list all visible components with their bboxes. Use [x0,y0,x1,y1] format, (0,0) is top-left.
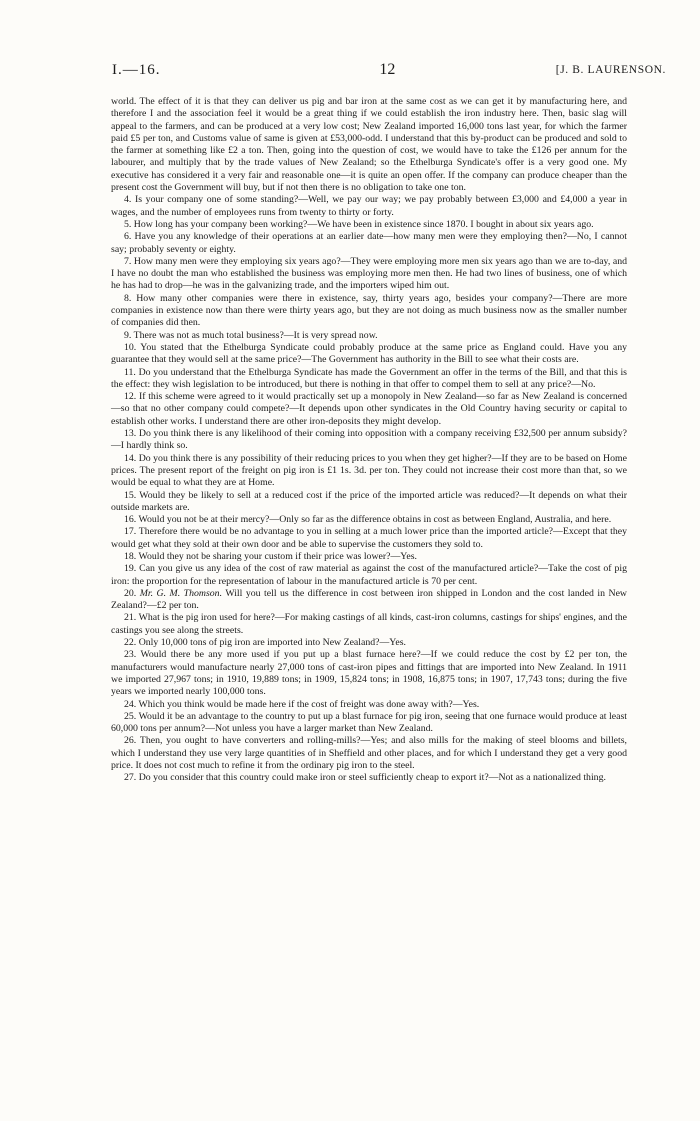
paragraph: 10. You stated that the Ethelburga Syndicate could probably produce at the same price as England could. Have you any guarantee that they would sell at the same price?—The Government has authority in the Bill to see what their costs are. [111,341,627,366]
paragraph: 19. Can you give us any idea of the cost of raw material as against the cost of the manufactured article?—Take the cost of pig iron: the proportion for the representation of labour in the manufactured article is 70 per cent. [111,563,627,587]
paragraph: 26. Then, you ought to have converters and rolling-mills?—Yes; and also mills for the making of steel blooms and billets, which I understand they use very large quantities of in Sheffield and other places, and for which I understand they get a very good price. It does not cost much to refine it from the ordinary pig iron to the steel. [111,735,627,772]
paragraph: 13. Do you think there is any likelihood of their coming into opposition with a company receiving £32,500 per annum subsidy?—I hardly think so. [111,428,627,452]
witness-name: [J. B. LAURENSON. [555,64,666,76]
paragraph: 16. Would you not be at their mercy?—Only so far as the difference obtains in cost as between England, Australia, and here. [124,514,612,526]
paragraph: 27. Do you consider that this country could make iron or steel sufficiently cheap to export it?—Not as a nationalized thing. [124,772,606,784]
paragraph: 17. Therefore there would be no advantage to you in selling at a much lower price than the imported article?—Except that they would get what they sold at their own door and be able to supervise the customers they sold to. [111,526,627,550]
paragraph: 12. If this scheme were agreed to it would practically set up a monopoly in New Zealand—so far as New Zealand is concerned—so that no other company could compete?—It depends upon other syndicates in the Old Country having security or capital to establish other works. I understand there are other iron-deposits they might develop. [111,391,627,427]
page-header [112,62,666,82]
document-body [111,96,627,785]
paragraph: 22. Only 10,000 tons of pig iron are imported into New Zealand?—Yes. [124,637,406,649]
page-number: 12 [379,61,396,78]
paragraph: 24. Which you think would be made here if the cost of freight was done away with?—Yes. [124,698,480,710]
paragraph: 14. Do you think there is any possibility of their reducing prices to you when they get higher?—If they are to be based on Home prices. The present report of the freight on pig iron is £1 1s. 3d. per ton. They could not increase their cost more than that, so we would be equal to what they are at Home. [111,452,627,489]
paragraph: 15. Would they be likely to sell at a reduced cost if the price of the imported article was reduced?—It depends on what their outside markets are. [111,489,627,513]
paragraph: 25. Would it be an advantage to the country to put up a blast furnace for pig iron, seeing that one furnace would produce at least 60,000 tons per annum?—Not unless you have a larger market than New Zealand. [111,710,627,735]
paragraph: 11. Do you understand that the Ethelburga Syndicate has made the Government an offer in the terms of the Bill, and that this is the effect: they wish legislation to be introduced, but there is nothing in that offer to compel them to sell at any price?—No. [111,366,627,390]
paragraph: 6. Have you any knowledge of their operations at an earlier date—how many men were they employing then?—No, I cannot say; probably seventy or eighty. [111,231,627,255]
paragraph: 7. How many men were they employing six years ago?—They were employing more men six years ago than we are to-day, and I have no doubt the man who established the business was employing more men then. He had two lines of business, one of which he has had to drop—he was in the galvanizing trade, and the importers wiped him out. [111,255,627,292]
paragraph: 18. Would they not be sharing your custom if their price was lower?—Yes. [124,550,417,562]
paragraph: world. The effect of it is that they can deliver us pig and bar iron at the same cost as we can get it by manufacturing here, and therefore I and the association feel it would be a great thing if we could establish the iron industry here. Then, basic slag will appeal to the farmers, and can be produced at a very low cost; New Zealand imported 16,000 tons last year, for which the farmer paid £5 per ton, and Customs value of same is given at £53,000-odd. I understand that this by-product can be produced and sold to the farmer at something like £2 a ton. Then, going into the question of cost, we would have to take the £126 per annum for the labourer, and multiply that by the trade values of New Zealand; so the Ethelburga Syndicate's offer is a very good one. My executive has considered it a very fair and reasonable one—it is quite an open offer. If the company can produce cheaper than the present cost the Government will buy, but if not then there is no obligation to take one ton. [111,96,627,194]
paper-reference: I.—16. [112,62,161,78]
paragraph: 9. There was not as much total business?—It is very spread now. [124,329,378,341]
paragraph: 8. How many other companies were there in existence, say, thirty years ago, besides your company?—There are more companies in existence now than there were thirty years ago, but they are not doing as much business now as the smaller number of companies did then. [111,292,627,329]
paragraph: 20. Mr. G. M. Thomson. Will you tell us the difference in cost between iron shipped in London and the cost landed in New Zealand?—£2 per ton. [111,587,628,612]
paragraph: 21. What is the pig iron used for here?—For making castings of all kinds, cast-iron columns, castings for ships' engines, and the castings you see along the streets. [111,612,627,636]
paragraph: 5. How long has your company been working?—We have been in existence since 1870. I bought in about six years ago. [124,218,594,230]
paragraph: 4. Is your company one of some standing?—Well, we pay our way; we pay probably between £3,000 and £4,000 a year in wages, and the number of employees runs from twenty to thirty or forty. [111,194,627,218]
paragraph: 23. Would there be any more used if you put up a blast furnace here?—If we could reduce the cost by £2 per ton, the manufacturers would manufacture nearly 27,000 tons of cast-iron pipes and fittings that are imported into New Zealand. In 1911 we imported 27,967 tons; in 1910, 19,889 tons; in 1909, 15,824 tons; in 1908, 16,875 tons; in 1907, 17,743 tons; during the five years we imported nearly 100,000 tons. [111,649,627,698]
speaker-name: Mr. G. M. Thomson. [139,587,223,599]
